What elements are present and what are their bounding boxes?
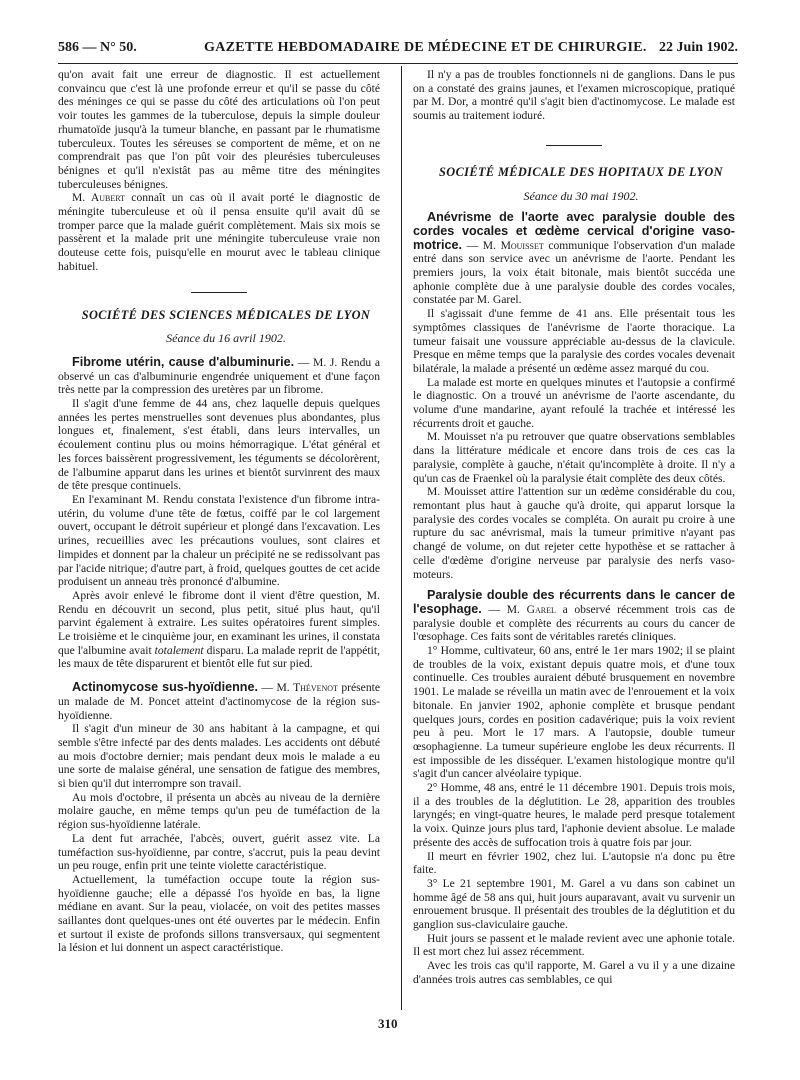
dash: — M. [462,238,501,252]
paragraph-text: Après avoir enlevé le fibrome dont il vient d'être question, M. Rendu en découvrit un second, plus petit, situé plus haut, qu'il parvint également à extraire. Les suites opératoires furent simples. Le troisième et le cinquième jour, en examinant les urines, il constata que l'albumine avait [58,588,380,657]
paragraph-text: — M. J. Rendu a observé un cas d'albuminurie engendrée uniquement et d'une façon très nette par la compression des uretères par un fibrome. [58,355,380,397]
page-number-header: 586 — N° 50. [58,40,137,55]
article-lead [413,211,735,307]
paragraph: 2° Homme, 48 ans, entré le 11 décembre 1901. Depuis trois mois, il a des troubles de la déglutition. Le 28, apparition des troubles laryngés; en vingt-quatre heures, le malade perd presque totalement la voix. Quinze jours plus tard, l'aphonie devient absolue. Le malade présente des accès de suffocation trois à quatre fois par jour. [413,781,735,849]
dash: — M. [481,602,527,616]
paragraph: Actuellement, la tuméfaction occupe toute la région sus-hyoïdienne gauche; elle a dépassé l'os hyoïde en bas, la ligne médiane en avant. Sur la peau, violacée, on voit des petites masses saillantes dont quelques-unes ont été ouvertes par le médecin. Enfin et surtout il existe de profonds sillons transversaux, qui segmentent la lésion et lui donnent un aspect caractéristique. [58,872,380,955]
society-heading: SOCIÉTÉ MÉDICALE DES HOPITAUX DE LYON [439,164,723,179]
article-title: Fibrome utérin, cause d'albuminurie. [72,354,295,369]
paragraph-text: communique l'observation d'un malade entré dans son service avec un anévrisme de l'aorte. Pendant les premiers jours, la voix était bitonale, mais bientôt succéda une aphonie complète due à une paralysie double des cordes vocales, constatée par M. Garel. [413,238,735,307]
paragraph [58,589,380,671]
paragraph: M. Mouisset attire l'attention sur un œdème considérable du cou, remontant plus haut à gauche qu'à droite, qui apparut lorsque la paralysie des cordes vocales se compléta. On aurait pu croire à une rupture du sac anévrismal, mais la tumeur primitive n'ayant pas changé de volume, on dut rejeter cette hypothèse et se rattacher à celle d'œdème d'origine nerveuse par paralysie des nerfs vaso-moteurs. [413,485,735,581]
left-column [58,68,380,955]
column-separator [401,66,402,1010]
speaker-name: Mouisset [500,238,544,252]
paragraph: M. Mouisset n'a pu retrouver que quatre observations semblables dans la littérature médicale et encore dans trois de ces cas la paralysie, complète à gauche, n'était qu'incomplète à droite. Il n'y a qu'un cas de Fraenkel où la paralysie était complète des deux côtés. [413,430,735,485]
speaker-name: M. Aubert [72,191,125,205]
paragraph-text: connaît un cas où il avait porté le diagnostic de méningite tuberculeuse et où il pensa ensuite qu'il avait dû se tromper parce que la malade guérit complètement. Mais six mois se passèrent et la malade prit une méningite tuberculeuse vraie non douteuse cette fois, puisqu'elle en mourut avec le tableau clinique habituel. [58,191,380,273]
paragraph-text: disparu. La malade reprit de l'appétit, les maux de tête disparurent et bientôt elle fut sur pied. [58,643,380,671]
paragraph: Il meurt en février 1902, chez lui. L'autopsie n'a donc pu être faite. [413,849,735,877]
paragraph: Il s'agissait d'une femme de 41 ans. Elle présentait tous les symptômes classiques de l'anévrisme de l'aorte thoracique. La tumeur faisait une voussure appréciable au-dessus de la clavicule. Presque en même temps que la paralysie des cordes vocales devenait bilatérale, la malade a présenté un œdème assez marqué du cou. [413,307,735,375]
paragraph: 1° Homme, cultivateur, 60 ans, entré le 1er mars 1902; il se plaint de troubles de la voix, existant depuis quatre mois, et d'une toux continuelle. Ces troubles auraient débuté brusquement en novembre 1901. Le malade se réveilla un matin avec de l'enrouement et la voix bitonale. En janvier 1902, aphonie complète et brusque pendant quelques jours, cordes en position cadavérique; puis la voix revient peu à peu. Mort le 17 mars. A l'autopsie, double tumeur œsophagienne. La tumeur supérieure englobe les deux récurrents. Il est impossible de les disséquer. L'examen histologique montre qu'il s'agit d'un cancer alvéolaire typique. [413,644,735,781]
paragraph: La malade est morte en quelques minutes et l'autopsie a confirmé le diagnostic. On a trouvé un anévrisme de l'aorte ascendante, du volume d'une mandarine, ayant refoulé la trachée et intéressé les récurrents droit et gauche. [413,375,735,430]
speaker-name: Garel [526,602,556,616]
paragraph-text: a observé récemment trois cas de paralysie double et complète des récurrents au cours du cancer de l'œsophage. Ces faits sont de véritables raretés cliniques. [413,602,736,644]
paragraph: qu'on avait fait une erreur de diagnostic. Il est actuellement convaincu que c'est là une profonde erreur et qu'il se passe du côté des méninges ce qui se passe du côté des articulations où l'on peut voir toutes les gammes de la tuberculose, depuis la simple douleur rhumatoïde jusqu'à la tumeur blanche, en passant par le rhumatisme tuberculeux. Toutes les séreuses se comportent de même, et on ne comprendrait pas que l'on pût voir des pleurésies tuberculeuses bénignes et qu'il n'existât pas au même titre des méningites tuberculeuses bénignes. [58,68,380,191]
article-lead [58,356,380,397]
paragraph: Avec les trois cas qu'il rapporte, M. Garel a vu il y a une dizaine d'années trois autres cas semblables, ce qui [413,959,735,986]
paragraph: En l'examinant M. Rendu constata l'existence d'un fibrome intra-utérin, du volume d'une tête de fœtus, coiffé par le col largement ouvert, occupant le détroit supérieur et plongé dans l'excavation. Les urines, recueillies avec les précautions voulues, sont claires et limpides et donnent par la chaleur un précipité ne se redissolvant pas par l'acide nitrique; d'autre part, à froid, quelques gouttes de cet acide produisent un anneau très prononcé d'albumine. [58,492,380,589]
issue-date: 22 Juin 1902. [659,40,738,55]
running-header [58,40,738,62]
paragraph: Au mois d'octobre, il présenta un abcès au niveau de la dernière molaire gauche, en même temps qu'un peu de tuméfaction de la région sus-hyoïdienne latérale. [58,790,380,832]
paragraph: Huit jours se passent et le malade revient avec une aphonie totale. Il est mort chez lui assez récemment. [413,931,735,959]
paragraph: 3° Le 21 septembre 1901, M. Garel a vu dans son cabinet un homme âgé de 58 ans qui, huit jours auparavant, avait vu survenir un enrouement brusque. Il présentait des troubles de la déglutition et du ganglion sus-claviculaire gauche. [413,876,735,932]
right-column [413,68,735,987]
italic-word: totalement [154,643,204,657]
article-title: Paralysie double des récurrents dans le cancer de l'esophage. [413,588,735,616]
society-heading: SOCIÉTÉ DES SCIENCES MÉDICALES DE LYON [81,307,371,322]
article-lead [413,589,735,644]
dash: — M. [257,681,294,695]
paragraph-text: présente un malade de M. Poncet atteint d'actinomycose de la région sus-hyoïdienne. [58,681,380,722]
page-number-footer: 310 [378,1016,398,1031]
session-date: Séance du 30 mai 1902. [523,188,639,203]
paragraph: La dent fut arrachée, l'abcès, ouvert, guérit assez vite. La tuméfaction sus-hyoïdienne, par contre, s'accrut, puis la peau devint un peu rouge, enfin prit une teinte violette caractéristique. [58,831,380,873]
header-rule [58,63,738,64]
paragraph: Il n'y a pas de troubles fonctionnels ni de ganglions. Dans le pus on a constaté des grains jaunes, et l'examen microscopique, pratiqué par M. Dor, a montré qu'il s'agit bien d'actinomycose. Le malade est soumis au traitement ioduré. [413,68,735,123]
speaker-name: Thévenot [293,681,338,695]
article-title: Actinomycose sus-hyoïdienne. [72,680,258,695]
paragraph: Il s'agit d'une femme de 44 ans, chez laquelle depuis quelques années les pertes menstruelles sont devenues plus abondantes, plus longues et, finalement, s'est établi, dans leurs intervalles, un écoulement continu plus ou moins hémorragique. L'état général et les forces baissèrent progressivement, les téguments se décolorèrent, de l'albumine apparut dans les urines et bientôt survinrent des maux de tête presque continuels. [58,397,380,493]
paragraph: Il s'agit d'un mineur de 30 ans habitant à la campagne, et qui semble s'être infecté par des dents malades. Les accidents ont débuté au mois d'octobre dernier; mais pendant deux mois le malade a eu une sorte de malaise général, une sensation de fatigue des membres, si bien qu'il dut interrompre son travail. [58,722,380,791]
article-lead [58,681,380,722]
paragraph [58,191,380,273]
journal-title: GAZETTE HEBDOMADAIRE DE MÉDECINE ET DE CHIRURGIE. [204,40,647,55]
article-title: Anévrisme de l'aorte avec paralysie double des cordes vocales et œdème cervical d'origine vaso-motrice. [413,210,735,252]
session-date: Séance du 16 avril 1902. [166,331,286,346]
